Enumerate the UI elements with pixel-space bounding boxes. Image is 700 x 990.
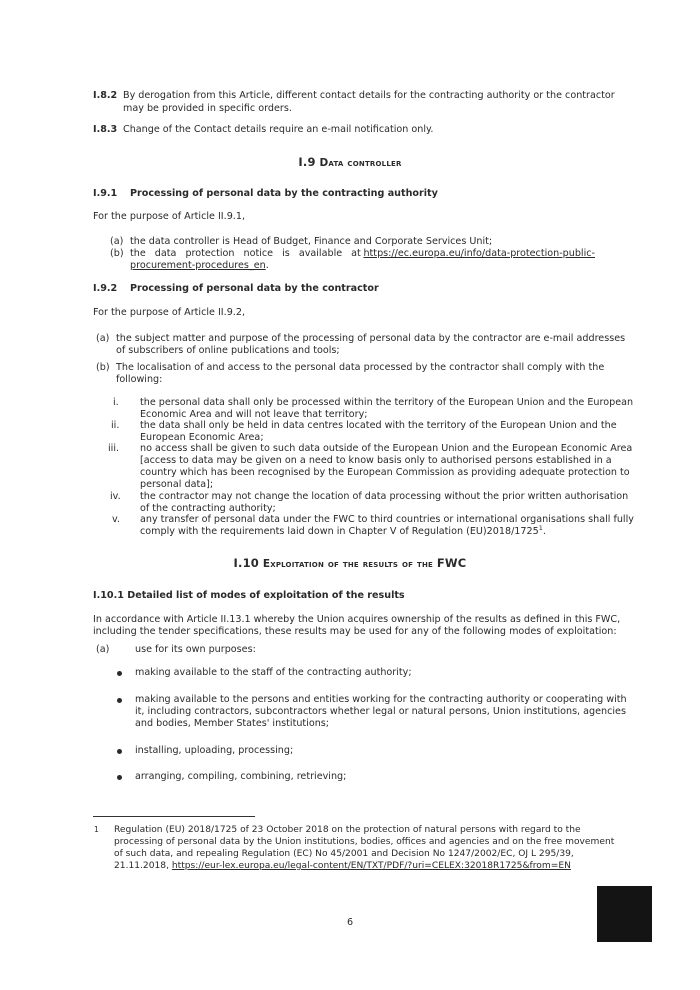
section-heading	[0, 557, 700, 571]
footnote-line: of such data, and repealing Regulation (EC) No 45/2001 and Decision No 1247/2002/EC, OJ L 295/39,	[114, 849, 574, 859]
bullet-icon	[117, 749, 122, 754]
list-item-line	[130, 248, 595, 261]
roman-marker: iii.	[108, 443, 120, 454]
punctuation: .	[265, 260, 269, 271]
scan-mark	[597, 886, 652, 942]
punctuation: .	[542, 526, 546, 537]
roman-item-line: country which has been recognised by the European Commission as providing adequate protection to	[140, 467, 630, 478]
clause-text-line: may be provided in specific orders.	[123, 103, 292, 114]
section-title: Exploitation of the results of the	[262, 558, 433, 570]
list-item-text: the data protection notice is available at	[130, 248, 361, 259]
roman-item-text: comply with the requirements laid down in Chapter V of Regulation (EU)2018/1725	[140, 526, 539, 537]
list-marker: (b)	[96, 362, 110, 373]
clause-text: Change of the Contact details require an e-mail notification only.	[123, 124, 434, 135]
intro-text: For the purpose of Article II.9.2,	[93, 307, 245, 318]
data-protection-link-cont[interactable]: procurement-procedures_en	[130, 260, 266, 271]
roman-item-line: no access shall be given to such data outside of the European Union and the European Economic Area	[140, 443, 633, 454]
subsection-number: I.9.1	[93, 188, 118, 199]
roman-item-line: the data shall only be held in data centres located with the territory of the European Union and the	[140, 420, 617, 431]
clause-number: I.8.2	[93, 90, 118, 101]
list-item-text: use for its own purposes:	[135, 644, 256, 655]
list-marker: (a)	[96, 644, 110, 655]
roman-item-line: [access to data may be given on a need to know basis only to authorised persons established in a	[140, 455, 612, 466]
list-marker: (a)	[96, 333, 110, 344]
subsection-title: Processing of personal data by the contracting authority	[130, 188, 438, 199]
list-item-line: following:	[116, 374, 163, 385]
bullet-item-line: arranging, compiling, combining, retrieving;	[135, 771, 347, 782]
bullet-item-line: installing, uploading, processing;	[135, 745, 294, 756]
section-title-tail: FWC	[436, 556, 467, 570]
data-protection-link[interactable]: https://ec.europa.eu/info/data-protection-public-	[363, 248, 595, 259]
bullet-item-line: it, including contractors, subcontractors whether legal or natural persons, Union institutions, agencies	[135, 706, 626, 717]
roman-item-line: European Economic Area;	[140, 432, 264, 443]
section-number: I.10	[233, 556, 259, 570]
roman-marker: ii.	[111, 420, 120, 431]
footnote-line: processing of personal data by the Union institutions, bodies, offices and agencies and on the free movement	[114, 837, 615, 847]
section-heading	[0, 156, 700, 170]
list-marker: (a)	[110, 236, 124, 247]
footnote-ref[interactable]: 1	[538, 523, 543, 532]
subsection-number: I.9.2	[93, 283, 118, 294]
roman-item-line	[140, 523, 546, 539]
subsection-title: Processing of personal data by the contractor	[130, 283, 379, 294]
bullet-item-line: making available to the persons and entities working for the contracting authority or cooperating with	[135, 694, 627, 705]
roman-item-line: of the contracting authority;	[140, 503, 276, 514]
intro-text: For the purpose of Article II.9.1,	[93, 211, 245, 222]
section-number: I.9	[298, 155, 316, 169]
page-number: 6	[346, 917, 354, 928]
eur-lex-link[interactable]: https://eur-lex.europa.eu/legal-content/EN/TXT/PDF/?uri=CELEX:32018R1725&from=EN	[171, 861, 571, 871]
intro-text-line: In accordance with Article II.13.1 whereby the Union acquires ownership of the results as defined in this FWC,	[93, 614, 621, 625]
intro-text-line: including the tender specifications, these results may be used for any of the following modes of exploitation:	[93, 626, 617, 637]
footnote-date: 21.11.2018,	[114, 861, 172, 871]
list-item-line	[130, 260, 269, 273]
roman-item-line: the contractor may not change the location of data processing without the prior written authorisation	[140, 491, 629, 502]
footnote-marker: 1	[94, 825, 99, 834]
list-marker: (b)	[110, 248, 124, 259]
bullet-icon	[117, 698, 122, 703]
roman-item-line: Economic Area and will not leave that territory;	[140, 409, 368, 420]
bullet-item-line: and bodies, Member States' institutions;	[135, 718, 330, 729]
roman-marker: i.	[113, 397, 119, 408]
footnote-divider	[93, 816, 255, 817]
roman-marker: iv.	[110, 491, 121, 502]
roman-item-line: the personal data shall only be processed within the territory of the European Union and the European	[140, 397, 634, 408]
list-item-text: the data controller is Head of Budget, Finance and Corporate Services Unit;	[130, 236, 493, 247]
section-title: Data controller	[319, 157, 402, 169]
list-item-line: the subject matter and purpose of the processing of personal data by the contractor are e-mail addresses	[116, 333, 626, 344]
footnote-line	[114, 860, 571, 872]
subsection-heading	[93, 590, 405, 603]
list-item-line: of subscribers of online publications and tools;	[116, 345, 340, 356]
roman-item-line: personal data];	[140, 479, 214, 490]
clause-number: I.8.3	[93, 124, 118, 135]
clause-text-line: By derogation from this Article, different contact details for the contracting authority or the contractor	[123, 90, 615, 101]
bullet-icon	[117, 671, 122, 676]
bullet-item-line: making available to the staff of the contracting authority;	[135, 667, 412, 678]
roman-item-line: any transfer of personal data under the FWC to third countries or international organisations shall fully	[140, 514, 634, 525]
footnote-line: Regulation (EU) 2018/1725 of 23 October 2018 on the protection of natural persons with regard to the	[114, 825, 581, 835]
list-item-line: The localisation of and access to the personal data processed by the contractor shall comply with the	[116, 362, 605, 373]
bullet-icon	[117, 775, 122, 780]
subsection-title: Detailed list of modes of exploitation of the results	[127, 590, 405, 601]
roman-marker: v.	[112, 514, 120, 525]
subsection-number: I.10.1	[93, 590, 124, 601]
